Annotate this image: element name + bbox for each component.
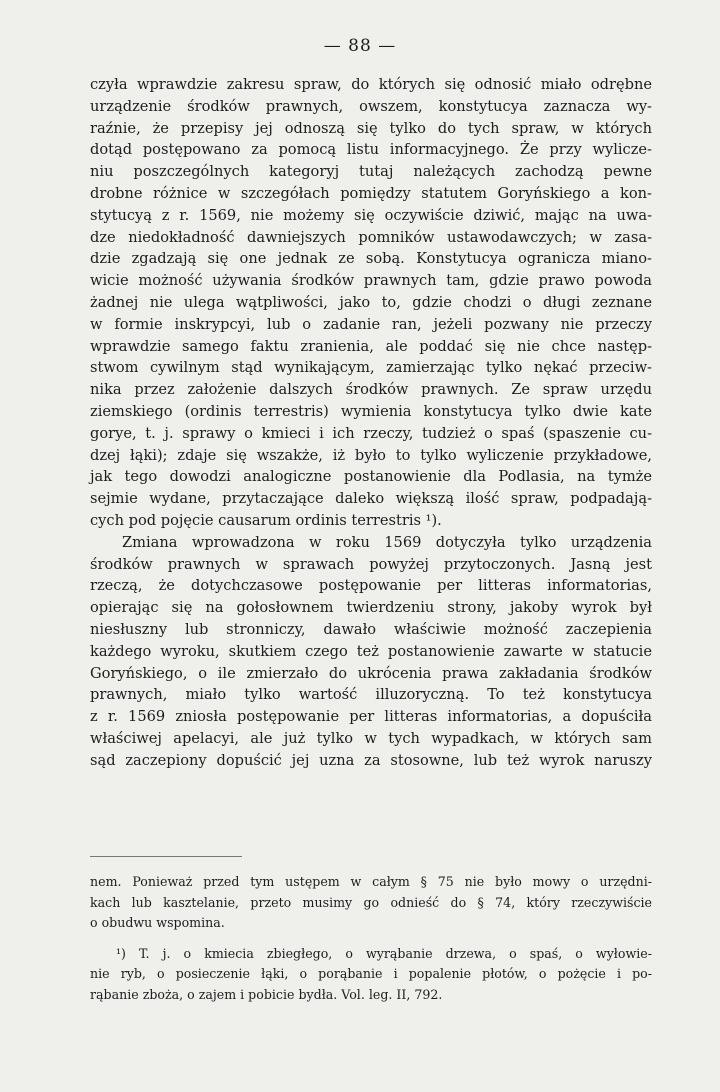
footnote-line: rąbanie zboża, o zajem i pobicie bydła. Vol. leg. II, 792. [90,986,443,1002]
text-line: niu poszczególnych kategoryj tutaj należących zachodzą pewne [90,163,652,181]
paragraph-start: Zmiana wprowadzona w roku 1569 dotyczyła tylko urządzenia [122,533,652,551]
footnote-line: nie ryb, o posieczenie łąki, o porąbanie i popalenie płotów, o pożęcie i po- [90,966,652,981]
text-line: drobne różnice w szczegółach pomiędzy statutem Goryńskiego a kon- [90,184,652,202]
footnote-line: kach lub kasztelanie, przeto musimy go odnieść do § 74, który rzeczywiście [90,894,652,910]
text-line: dze niedokładność dawniejszych pomników ustawodawczych; w zasa- [90,228,652,246]
text-line: sąd zaczepiony dopuścić jej uzna za stosowne, lub też wyrok naruszy [90,751,652,769]
text-line: wprawdzie samego faktu zranienia, ale poddać się nie chce następ- [90,337,652,355]
text-line: cych pod pojęcie causarum ordinis terrestris ¹). [90,511,442,529]
text-line: gorye, t. j. sprawy o kmieci i ich rzeczy, tudzież o spaś (spaszenie cu- [90,424,652,442]
text-line: urządzenie środków prawnych, owszem, konstytucya zaznacza wy- [90,97,652,115]
text-line: Goryńskiego, o ile zmierzało do ukrócenia prawa zakładania środków [90,664,652,682]
footnote-1: ¹) T. j. o kmiecia zbiegłego, o wyrąbanie drzewa, o spaś, o wyłowie- [116,945,652,961]
text-line: w formie inskrypcyi, lub o zadanie ran, jeżeli pozwany nie przeczy [90,315,652,333]
footnotes [90,872,652,1005]
footnote-line: o obudwu wspomina. [90,915,225,930]
text-line: stytucyą z r. 1569, nie możemy się oczywiście dziwić, mając na uwa- [90,206,652,224]
text-line: raźnie, że przepisy jej odnoszą się tylko do tych spraw, w których [90,119,652,137]
text-line: dzej łąki); zdaje się wszakże, iż było to tylko wyliczenie przykładowe, [90,446,652,464]
text-line: właściwej apelacyi, ale już tylko w tych wypadkach, w których sam [90,729,652,747]
text-line: sejmie wydane, przytaczające daleko większą ilość spraw, podpadają- [90,490,652,508]
text-line: rzeczą, że dotychczasowe postępowanie per litteras informatorias, [90,577,652,595]
text-line: dotąd postępowano za pomocą listu informacyjnego. Że przy wylicze- [90,141,652,159]
main-text [90,74,652,772]
footnote-line: nem. Ponieważ przed tym ustępem w całym § 75 nie było mowy o urzędni- [90,874,652,889]
page-number: — 88 — [323,36,397,56]
text-line: żadnej nie ulega wątpliwości, jako to, gdzie chodzi o długi zeznane [90,293,652,311]
text-line: niesłuszny lub stronniczy, dawało właściwie możność zaczepienia [90,620,652,638]
text-line: opierając się na gołosłownem twierdzeniu strony, jakoby wyrok był [90,599,652,617]
footnote-divider [90,856,242,857]
text-line: ziemskiego (ordinis terrestris) wymienia konstytucya tylko dwie kate [90,402,652,420]
text-line: jak tego dowodzi analogiczne postanowienie dla Podlasia, na tymże [90,468,652,486]
text-line: prawnych, miało tylko wartość illuzoryczną. To też konstytucya [90,686,652,704]
text-line: z r. 1569 zniosła postępowanie per litteras informatorias, a dopuściła [90,708,652,726]
text-line: nika przez założenie dalszych środków prawnych. Ze spraw urzędu [90,381,652,399]
text-line: stwom cywilnym stąd wynikającym, zamierzając tylko nękać przeciw- [90,359,652,377]
text-line: każdego wyroku, skutkiem czego też postanowienie zawarte w statucie [90,642,652,660]
text-line: wicie możność używania środków prawnych tam, gdzie prawo powoda [90,272,652,290]
text-line: dzie zgadzają się one jednak ze sobą. Konstytucya ogranicza miano- [90,250,652,268]
text-line: czyła wprawdzie zakresu spraw, do których się odnosić miało odrębne [90,76,652,93]
text-line: środków prawnych w sprawach powyżej przytoczonych. Jasną jest [90,555,652,573]
